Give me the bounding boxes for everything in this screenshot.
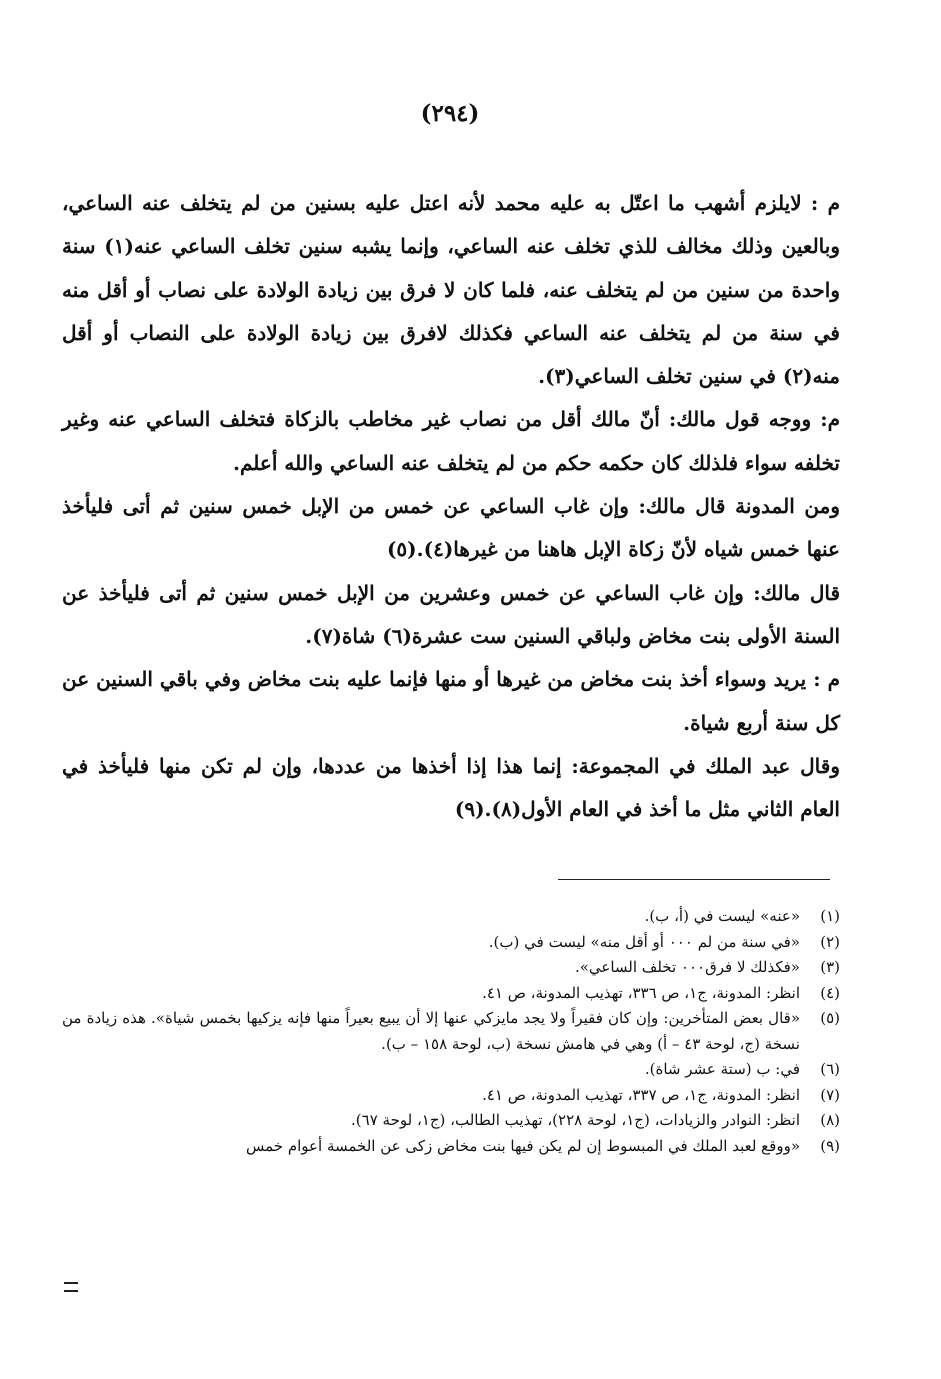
paragraph: م : يريد وسواء أخذ بنت مخاض من غيرها أو منها فإنما عليه بنت مخاض وفي باقي السنين عن كل سنة أربع شياة. xyxy=(62,667,840,735)
footnote-number: (١) xyxy=(820,907,840,925)
footnote xyxy=(62,955,840,981)
footnote-text: «ووقع لعبد الملك في المبسوط إن لم يكن فيها بنت مخاض زكى عن الخمسة أعوام خمس xyxy=(246,1136,800,1155)
footnote-text: انظر: النوادر والزيادات، (ج١، لوحة ٢٢٨)، تهذيب الطالب، (ج١، لوحة ٦٧). xyxy=(351,1111,800,1129)
paragraph: م: ووجه قول مالك: أنّ مالك أقل من نصاب غير مخاطب بالزكاة فتخلف الساعي عنه وغير تخلفه سواء فلذلك كان حكمه حكم من لم يتخلف عنه الساعي والله أعلم. xyxy=(62,407,840,475)
footnote-text: «قال بعض المتأخرين: وإن كان فقيراً ولا يجد مايزكي عنها إلا أن يبيع بعيراً منها فإنه يزكيها بخمس شياة». هذه زيادة من نسخة (ج، لوحة ٤٣ – أ) وهي في هامش نسخة (ب، لوحة ١٥٨ – ب). xyxy=(62,1009,800,1053)
paragraph: ومن المدونة قال مالك: وإن غاب الساعي عن خمس من الإبل خمس سنين ثم أتى فليأخذ عنها خمس شياه لأنّ زكاة الإبل هاهنا من غيرها(٤).(٥) xyxy=(62,494,840,562)
footnote-number: (٢) xyxy=(820,932,840,951)
paragraph: وقال عبد الملك في المجموعة: إنما هذا إذا أخذها من عددها، وإن لم تكن منها فليأخذ في العام الثاني مثل ما أخذ في العام الأول(٨).(٩) xyxy=(62,753,840,822)
footnote-text: «عنه» ليست في (أ، ب). xyxy=(644,907,800,925)
footnote-text: انظر: المدونة، ج١، ص ٣٣٧، تهذيب المدونة، ص ٤١. xyxy=(482,1085,800,1104)
footnote xyxy=(62,930,840,956)
footnote xyxy=(62,1057,840,1083)
footnote xyxy=(62,1134,840,1160)
footnote-text: في: ب (ستة عشر شاة). xyxy=(644,1060,800,1078)
footnote xyxy=(62,981,840,1007)
footnote-text: «فكذلك لا فرق٠٠٠ تخلف الساعي». xyxy=(574,958,800,976)
footnote-number: (٤) xyxy=(820,983,840,1002)
footnote-text: «في سنة من لم ٠٠٠ أو أقل منه» ليست في (ب). xyxy=(488,932,800,951)
main-text xyxy=(62,182,840,831)
footnote-number: (٦) xyxy=(820,1060,840,1078)
footnote-text: انظر: المدونة، ج١، ص ٣٣٦، تهذيب المدونة، ص ٤١. xyxy=(482,983,800,1002)
footnote xyxy=(62,1083,840,1109)
footnote xyxy=(62,1108,840,1134)
footnotes xyxy=(62,904,840,1159)
footnote-number: (٨) xyxy=(820,1111,840,1129)
footnote xyxy=(62,1006,840,1057)
footnote-number: (٥) xyxy=(820,1009,840,1027)
footnote xyxy=(62,904,840,930)
footnote-number: (٩) xyxy=(820,1136,840,1155)
paragraph: م : لايلزم أشهب ما اعتّل به عليه محمد لأنه اعتل عليه بسنين من لم يتخلف عنه الساعي، وبالعين وذلك مخالف للذي تخلف عنه الساعي، وإنما يشبه سنين تخلف الساعي عنه(١) سنة واحدة من سنين من لم يتخلف عنه، فلما كان لا فرق بين زيادة الولادة على نصاب أو أقل منه في سنة من لم يتخلف عنه الساعي فكذلك لافرق بين زيادة الولادة على النصاب أو أقل منه(٢) في سنين تخلف الساعي(٣). xyxy=(62,191,840,389)
footnote-number: (٧) xyxy=(820,1085,840,1104)
continuation-mark xyxy=(64,1282,78,1292)
footnote-number: (٣) xyxy=(820,958,840,976)
paragraph: قال مالك: وإن غاب الساعي عن خمس وعشرين من الإبل خمس سنين ثم أتى فليأخذ عن السنة الأولى بنت مخاض ولباقي السنين ست عشرة(٦) شاة(٧). xyxy=(62,580,840,648)
page-number: (٢٩٤) xyxy=(420,100,480,127)
footnote-separator xyxy=(558,879,830,880)
